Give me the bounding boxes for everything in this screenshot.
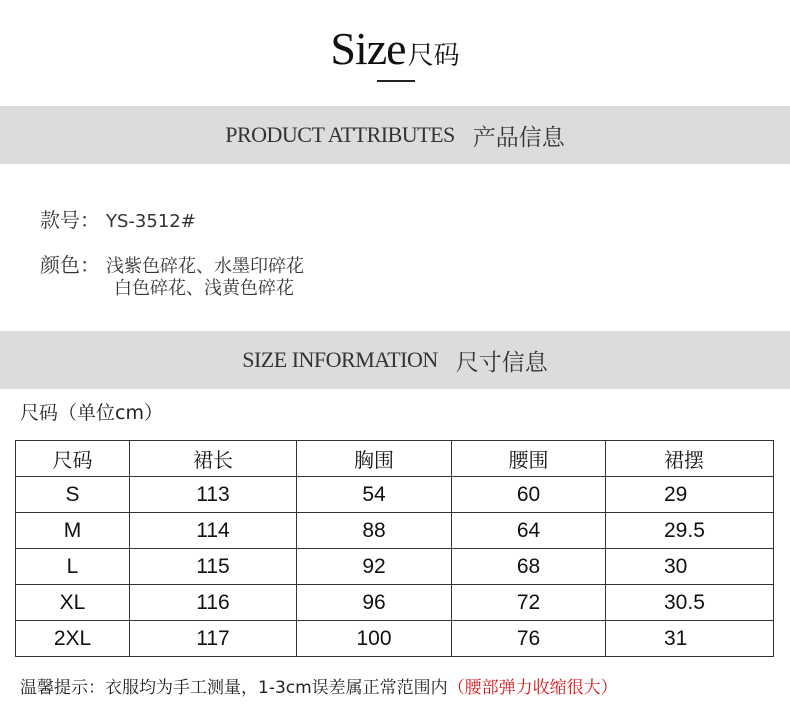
- page-title: [0, 22, 790, 75]
- note-label: 温馨提示：: [20, 678, 105, 698]
- table-row: [16, 585, 774, 621]
- table-cell: 31: [606, 621, 774, 657]
- table-cell: L: [16, 549, 130, 585]
- table-cell: 88: [297, 513, 452, 549]
- table-cell: 30.5: [606, 585, 774, 621]
- sku-value: YS-3512#: [106, 211, 196, 232]
- color-value-line1: 浅紫色碎花、水墨印碎花: [106, 256, 304, 277]
- product-attributes-banner: [0, 106, 790, 164]
- table-cell: 116: [130, 585, 297, 621]
- table-cell: 76: [452, 621, 606, 657]
- table-cell: 68: [452, 549, 606, 585]
- table-cell: 64: [452, 513, 606, 549]
- table-cell: 2XL: [16, 621, 130, 657]
- table-row: [16, 549, 774, 585]
- header-bust: 胸围: [297, 441, 452, 477]
- title-en: Size: [330, 23, 406, 74]
- table-cell: 115: [130, 549, 297, 585]
- table-row: [16, 477, 774, 513]
- note-warning: （腰部弹力收缩很大）: [447, 678, 618, 698]
- table-cell: 100: [297, 621, 452, 657]
- table-cell: 92: [297, 549, 452, 585]
- sku-row: [40, 204, 196, 233]
- table-cell: 96: [297, 585, 452, 621]
- size-information-banner: [0, 331, 790, 389]
- table-cell: 117: [130, 621, 297, 657]
- header-waist: 腰围: [452, 441, 606, 477]
- table-cell: 113: [130, 477, 297, 513]
- table-cell: 60: [452, 477, 606, 513]
- size-table: [15, 440, 774, 657]
- table-header-row: [16, 441, 774, 477]
- table-cell: 72: [452, 585, 606, 621]
- color-label: 颜色：: [40, 253, 100, 277]
- table-cell: 54: [297, 477, 452, 513]
- note-text: 衣服均为手工测量，1-3cm误差属正常范围内: [105, 678, 448, 698]
- table-cell: 29: [606, 477, 774, 513]
- color-value-line2: 白色碎花、浅黄色碎花: [114, 278, 294, 299]
- header-size: 尺码: [16, 441, 130, 477]
- table-cell: 30: [606, 549, 774, 585]
- banner-title-cn: 尺寸信息: [455, 349, 548, 376]
- banner-title-en: SIZE INFORMATION: [242, 347, 438, 372]
- table-row: [16, 513, 774, 549]
- table-cell: M: [16, 513, 130, 549]
- table-cell: 29.5: [606, 513, 774, 549]
- banner-title-cn: 产品信息: [472, 124, 565, 151]
- sku-label: 款号：: [40, 208, 100, 232]
- banner-title-en: PRODUCT ATTRIBUTES: [225, 122, 455, 147]
- header-hem: 裙摆: [606, 441, 774, 477]
- table-cell: XL: [16, 585, 130, 621]
- header-length: 裙长: [130, 441, 297, 477]
- table-row: [16, 621, 774, 657]
- title-cn: 尺码: [407, 41, 460, 71]
- table-cell: 114: [130, 513, 297, 549]
- unit-caption: 尺码（单位cm）: [20, 402, 163, 424]
- title-underline: [377, 80, 415, 82]
- table-cell: S: [16, 477, 130, 513]
- measurement-note: [20, 673, 618, 698]
